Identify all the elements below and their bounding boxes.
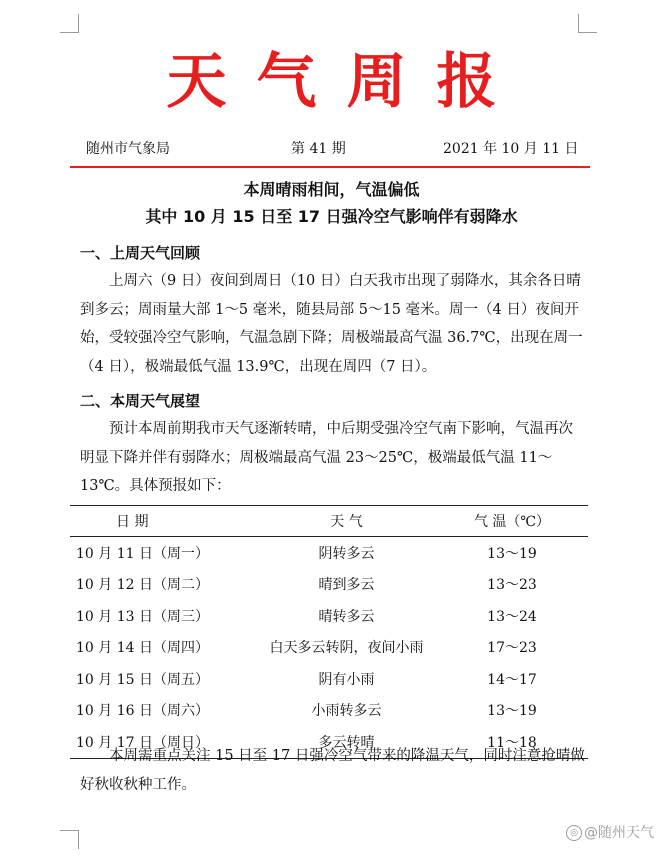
table-row <box>70 663 588 695</box>
issue-number: 第 41 期 <box>291 141 346 157</box>
row-date: 10 月 16 日（周六） <box>76 703 209 720</box>
bureau-name: 随州市气象局 <box>86 141 170 157</box>
watermark-text: @随州天气 <box>584 825 654 841</box>
table-row <box>70 569 588 601</box>
row-temp: 13～24 <box>487 608 537 625</box>
row-weather: 晴转多云 <box>318 608 375 625</box>
row-temp: 14～17 <box>487 671 537 688</box>
section-heading-outlook: 二、本周天气展望 <box>80 392 201 410</box>
table-row <box>70 537 588 569</box>
table-row <box>70 600 588 632</box>
review-paragraph: 上周六（9 日）夜间到周日（10 日）白天我市出现了弱降水，其余各日晴到多云；周雨量大部 1～5 毫米，随县局部 5～15 毫米。周一（4 日）夜间开始，受较强冷空气影响，气温急剧下降；周极端最高气温 36.7℃，出现在周一（4 日），极端最低气温 13.9℃，出现在周四（7 日）。 <box>80 273 583 375</box>
row-temp: 13～19 <box>487 545 537 562</box>
row-temp: 11～18 <box>436 726 588 758</box>
table-row <box>70 632 588 664</box>
crop-mark-top-left <box>60 14 79 33</box>
header-weather: 天 气 <box>257 506 436 537</box>
watermark <box>566 822 654 842</box>
row-temp: 17～23 <box>487 640 537 657</box>
crop-mark-bottom-left <box>60 830 79 849</box>
table-header-row <box>70 506 588 537</box>
header-temperature: 气 温（℃） <box>436 506 588 537</box>
section-heading-review: 一、上周天气回顾 <box>80 244 201 262</box>
row-weather: 阴有小雨 <box>318 671 375 688</box>
row-date: 10 月 17 日（周日） <box>70 726 257 758</box>
forecast-table <box>70 505 588 759</box>
headline-line-2: 其中 10 月 15 日至 17 日强冷空气影响伴有弱降水 <box>145 207 518 226</box>
outlook-paragraph: 预计本周前期我市天气逐渐转晴，中后期受强冷空气南下影响，气温再次明显下降并伴有弱降水；周极端最高气温 23～25℃，极端最低气温 11～13℃。具体预报如下： <box>80 421 573 494</box>
weibo-icon: ◎ <box>566 825 582 841</box>
row-weather: 白天多云转阴，夜间小雨 <box>269 640 424 657</box>
row-weather: 阴转多云 <box>318 545 375 562</box>
row-temp: 13～19 <box>487 703 537 720</box>
crop-mark-top-right <box>578 14 597 33</box>
row-date: 10 月 12 日（周二） <box>76 577 209 594</box>
table-row <box>70 695 588 727</box>
issue-date: 2021 年 10 月 11 日 <box>443 141 579 157</box>
row-date: 10 月 15 日（周五） <box>76 671 209 688</box>
row-temp: 13～23 <box>487 577 537 594</box>
row-date: 10 月 14 日（周四） <box>76 640 209 657</box>
header-divider <box>70 166 590 168</box>
report-title: 天气周报 <box>166 47 527 117</box>
row-weather: 晴到多云 <box>318 577 375 594</box>
row-date: 10 月 13 日（周三） <box>76 608 209 625</box>
row-weather: 多云转晴 <box>257 726 436 758</box>
closing-paragraph: 本周需重点关注 15 日至 17 日强冷空气带来的降温天气，同时注意抢晴做好秋收秋种工作。 <box>80 748 585 793</box>
headline-line-1: 本周晴雨相间，气温偏低 <box>243 180 420 199</box>
row-date: 10 月 11 日（周一） <box>76 545 209 562</box>
header-date: 日 期 <box>70 506 257 537</box>
row-weather: 小雨转多云 <box>311 703 382 720</box>
